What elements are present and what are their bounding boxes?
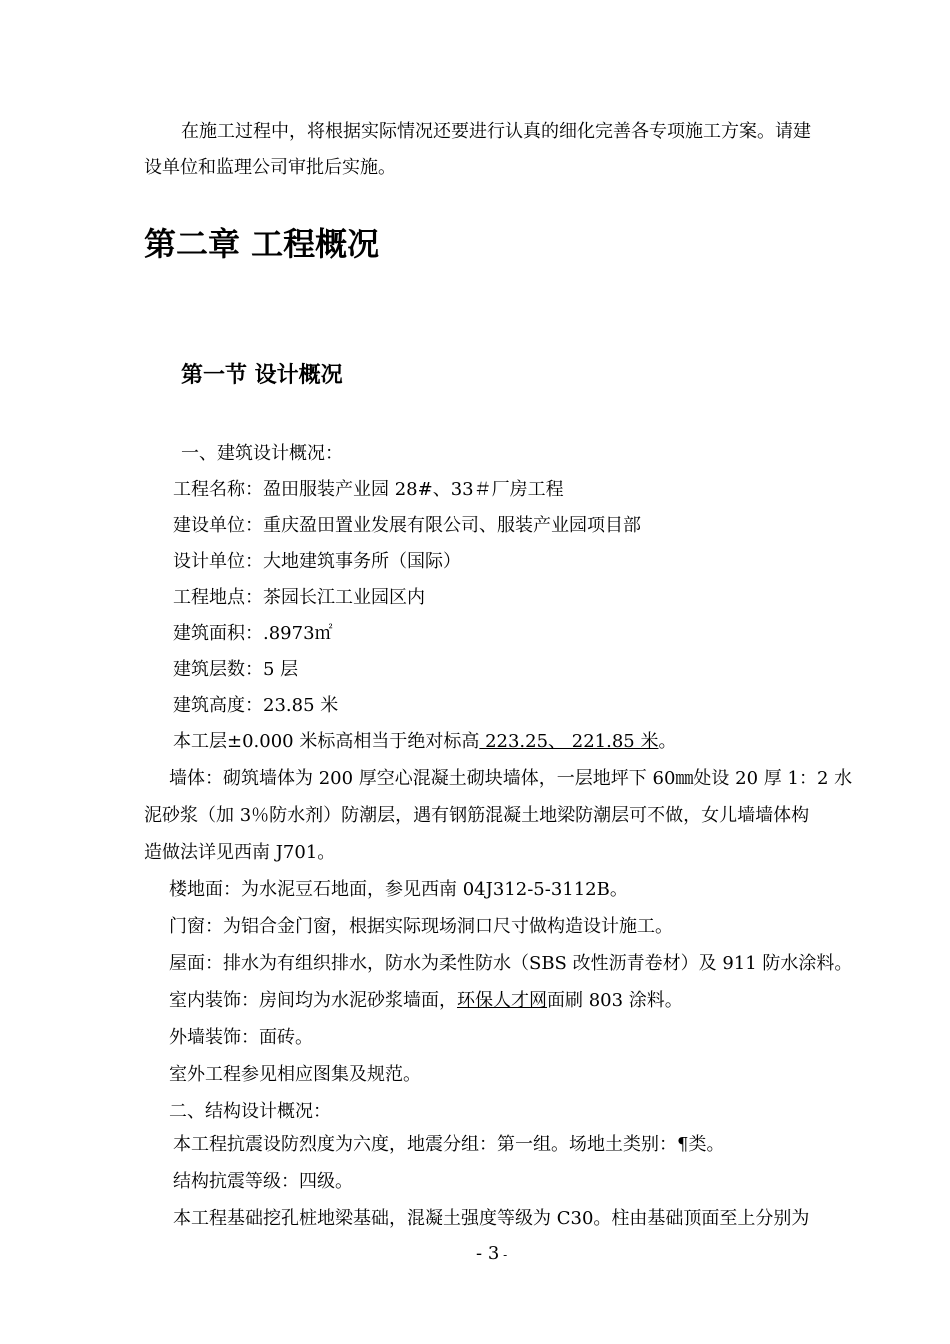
wall-line-1: 墙体：砌筑墙体为 200 厚空心混凝土砌块墙体，一层地坪下 60㎜处设 20 厚 1：2 水	[169, 768, 853, 789]
elevation-suffix: 。	[658, 731, 677, 752]
interior-prefix: 室内装饰：房间均为水泥砂浆墙面，	[169, 990, 457, 1011]
building-floors: 建筑层数：5 层	[173, 659, 299, 680]
outdoor-works: 室外工程参见相应图集及规范。	[169, 1064, 421, 1085]
intro-line-1: 在施工过程中，将根据实际情况还要进行认真的细化完善各专项施工方案。请建	[181, 121, 811, 142]
elevation-prefix: 本工层±0.000 米标高相当于绝对标高	[173, 731, 480, 752]
page-number-prefix: -	[476, 1243, 488, 1264]
elevation-value: 223.25、 221.85 米	[479, 731, 659, 752]
elevation-line	[173, 730, 676, 754]
doors-windows: 门窗：为铝合金门窗，根据实际现场洞口尺寸做构造设计施工。	[169, 916, 673, 937]
project-name: 工程名称：盈田服装产业园 28#、33＃厂房工程	[173, 479, 564, 500]
interior-link[interactable]: 环保人才网	[457, 990, 547, 1011]
struct-heading: 二、结构设计概况：	[169, 1101, 331, 1122]
floor-finish: 楼地面：为水泥豆石地面，参见西南 04J312-5-3112B。	[169, 879, 628, 900]
exterior-finish: 外墙装饰：面砖。	[169, 1027, 313, 1048]
page-number-value: 3	[487, 1243, 500, 1264]
seismic-info: 本工程抗震设防烈度为六度，地震分组：第一组。场地土类别：¶类。	[173, 1134, 725, 1155]
chapter-title: 第二章 工程概况	[144, 225, 380, 263]
interior-finish	[169, 989, 683, 1013]
page-number	[476, 1242, 507, 1267]
building-area: 建筑面积：.8973㎡	[173, 623, 333, 644]
arch-heading: 一、建筑设计概况：	[181, 443, 343, 464]
page-number-suffix: -	[499, 1248, 508, 1262]
roof-spec: 屋面：排水为有组织排水，防水为柔性防水（SBS 改性沥青卷材）及 911 防水涂料。	[169, 953, 853, 974]
intro-line-2: 设单位和监理公司审批后实施。	[144, 157, 396, 178]
building-height: 建筑高度：23.85 米	[173, 695, 339, 716]
interior-suffix: 面刷 803 涂料。	[547, 990, 683, 1011]
design-unit: 设计单位：大地建筑事务所（国际）	[173, 551, 461, 572]
project-location: 工程地点：茶园长江工业园区内	[173, 587, 425, 608]
section-title: 第一节 设计概况	[181, 363, 343, 388]
foundation-info: 本工程基础挖孔桩地梁基础，混凝土强度等级为 C30。柱由基础顶面至上分别为	[173, 1208, 810, 1229]
seismic-grade: 结构抗震等级：四级。	[173, 1171, 353, 1192]
wall-line-2: 泥砂浆（加 3％防水剂）防潮层，遇有钢筋混凝土地梁防潮层可不做，女儿墙墙体构	[144, 805, 810, 826]
wall-line-3: 造做法详见西南 J701。	[144, 842, 336, 863]
client-unit: 建设单位：重庆盈田置业发展有限公司、服装产业园项目部	[173, 515, 641, 536]
